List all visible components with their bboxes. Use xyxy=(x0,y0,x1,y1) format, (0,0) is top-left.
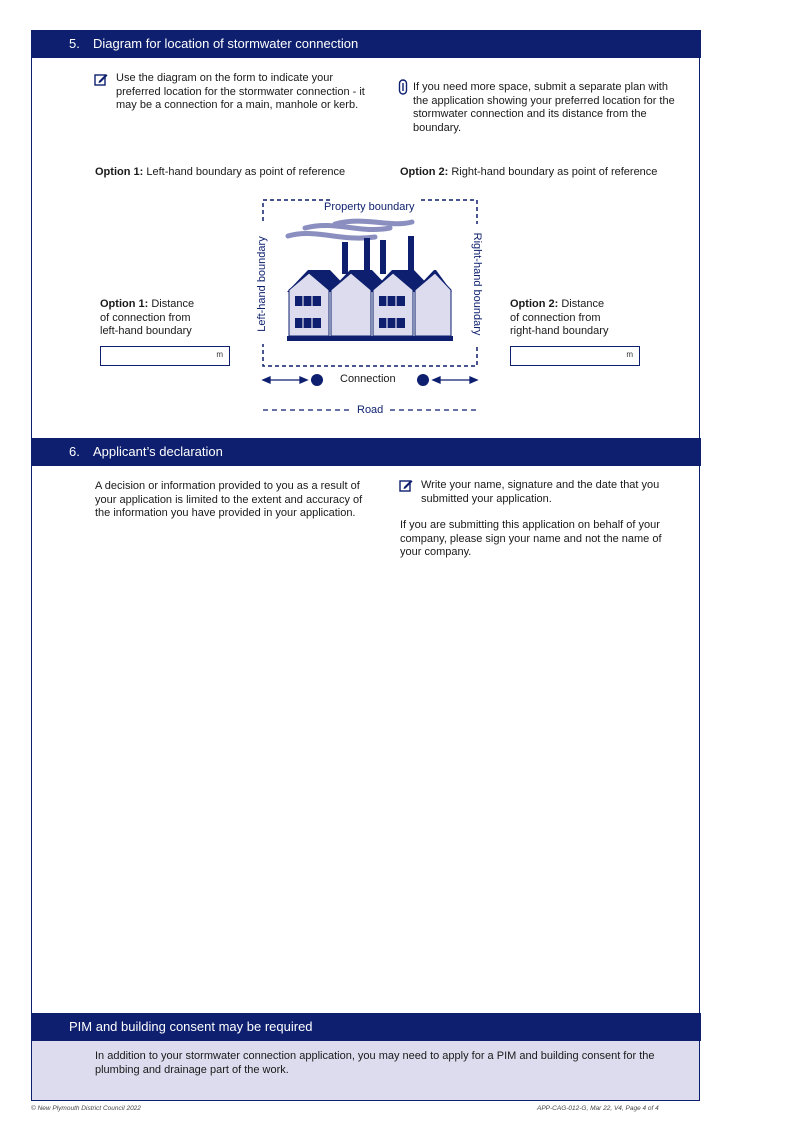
section-5-title: Diagram for location of stormwater connection xyxy=(93,36,359,51)
smoke xyxy=(288,233,375,238)
option-2-field-text-c: right-hand boundary xyxy=(510,325,609,337)
smoke xyxy=(335,221,412,224)
section-5-note: If you need more space, submit a separate plan with the application showing your preferred location for the stormwater connection and its distance from the boundary. xyxy=(413,81,675,134)
section-6-header xyxy=(31,438,701,466)
right-distance-input[interactable] xyxy=(510,346,640,366)
stormwater-diagram xyxy=(240,190,500,430)
property-boundary-label: Property boundary xyxy=(324,201,415,213)
option-1-label: Option 1: xyxy=(95,166,144,178)
left-distance-unit: m xyxy=(216,350,223,359)
road-label: Road xyxy=(357,404,384,416)
option-2-field-label xyxy=(510,298,650,339)
option-1-heading xyxy=(95,166,345,180)
ground-line xyxy=(287,336,453,341)
option-1-field-text-b: of connection from xyxy=(100,311,191,324)
smoke xyxy=(305,225,390,229)
option-2-text: Right-hand boundary as point of reference xyxy=(451,166,658,178)
section-5-number: 5. xyxy=(69,36,80,51)
section-5-instruction: Use the diagram on the form to indicate your preferred location for the stormwater connection - it may be a connection for a main, manhole or kerb. xyxy=(116,72,365,111)
option-1-field-label xyxy=(100,298,240,339)
footer-copyright: © New Plymouth District Council 2022 xyxy=(31,1105,141,1112)
option-2-field-bold: Option 2: xyxy=(510,298,559,310)
option-1-field-bold: Option 1: xyxy=(100,298,149,310)
decision-text: A decision or information provided to you as a result of your application is limited to the extent and accuracy of the information you have provided in your application. xyxy=(95,480,363,519)
connection-point-right xyxy=(417,374,429,386)
pim-text: In addition to your stormwater connection application, you may need to apply for a PIM and building consent for the plumbing and drainage part of the work. xyxy=(95,1050,655,1076)
option-2-heading xyxy=(400,166,657,180)
option-2-field-text-a: Distance xyxy=(561,298,605,310)
company-instruction: If you are submitting this application on behalf of your company, please sign your name and not the name of your company. xyxy=(400,519,662,558)
signature-area[interactable] xyxy=(32,570,699,1010)
connection-label: Connection xyxy=(340,373,396,385)
left-distance-input[interactable] xyxy=(100,346,230,366)
footer-page-info: APP-CAG-012-G, Mar 22, V4, Page 4 of 4 xyxy=(537,1105,659,1112)
write-instruction: Write your name, signature and the date that you submitted your application. xyxy=(421,479,660,505)
option-1-field-text-c: left-hand boundary xyxy=(100,325,192,337)
pencil-icon xyxy=(399,478,413,492)
chimney xyxy=(380,240,386,274)
chimney xyxy=(408,236,414,274)
connection-point-left xyxy=(311,374,323,386)
pim-title: PIM and building consent may be required xyxy=(69,1019,313,1034)
chimney xyxy=(364,238,370,274)
pim-header xyxy=(31,1013,701,1041)
right-distance-unit: m xyxy=(626,350,633,359)
right-boundary-label: Right-hand boundary xyxy=(471,224,483,344)
chimney xyxy=(342,242,348,274)
option-2-label: Option 2: xyxy=(400,166,449,178)
option-1-text: Left-hand boundary as point of reference xyxy=(146,166,346,178)
section-6-number: 6. xyxy=(69,444,80,459)
option-1-field-text-a: Distance xyxy=(151,298,195,310)
option-2-field-text-b: of connection from xyxy=(510,311,601,324)
paperclip-icon xyxy=(398,79,408,95)
left-boundary-label: Left-hand boundary xyxy=(256,224,268,344)
section-5-header xyxy=(31,30,701,58)
pencil-icon xyxy=(94,72,108,86)
section-6-title: Applicant’s declaration xyxy=(93,444,223,459)
